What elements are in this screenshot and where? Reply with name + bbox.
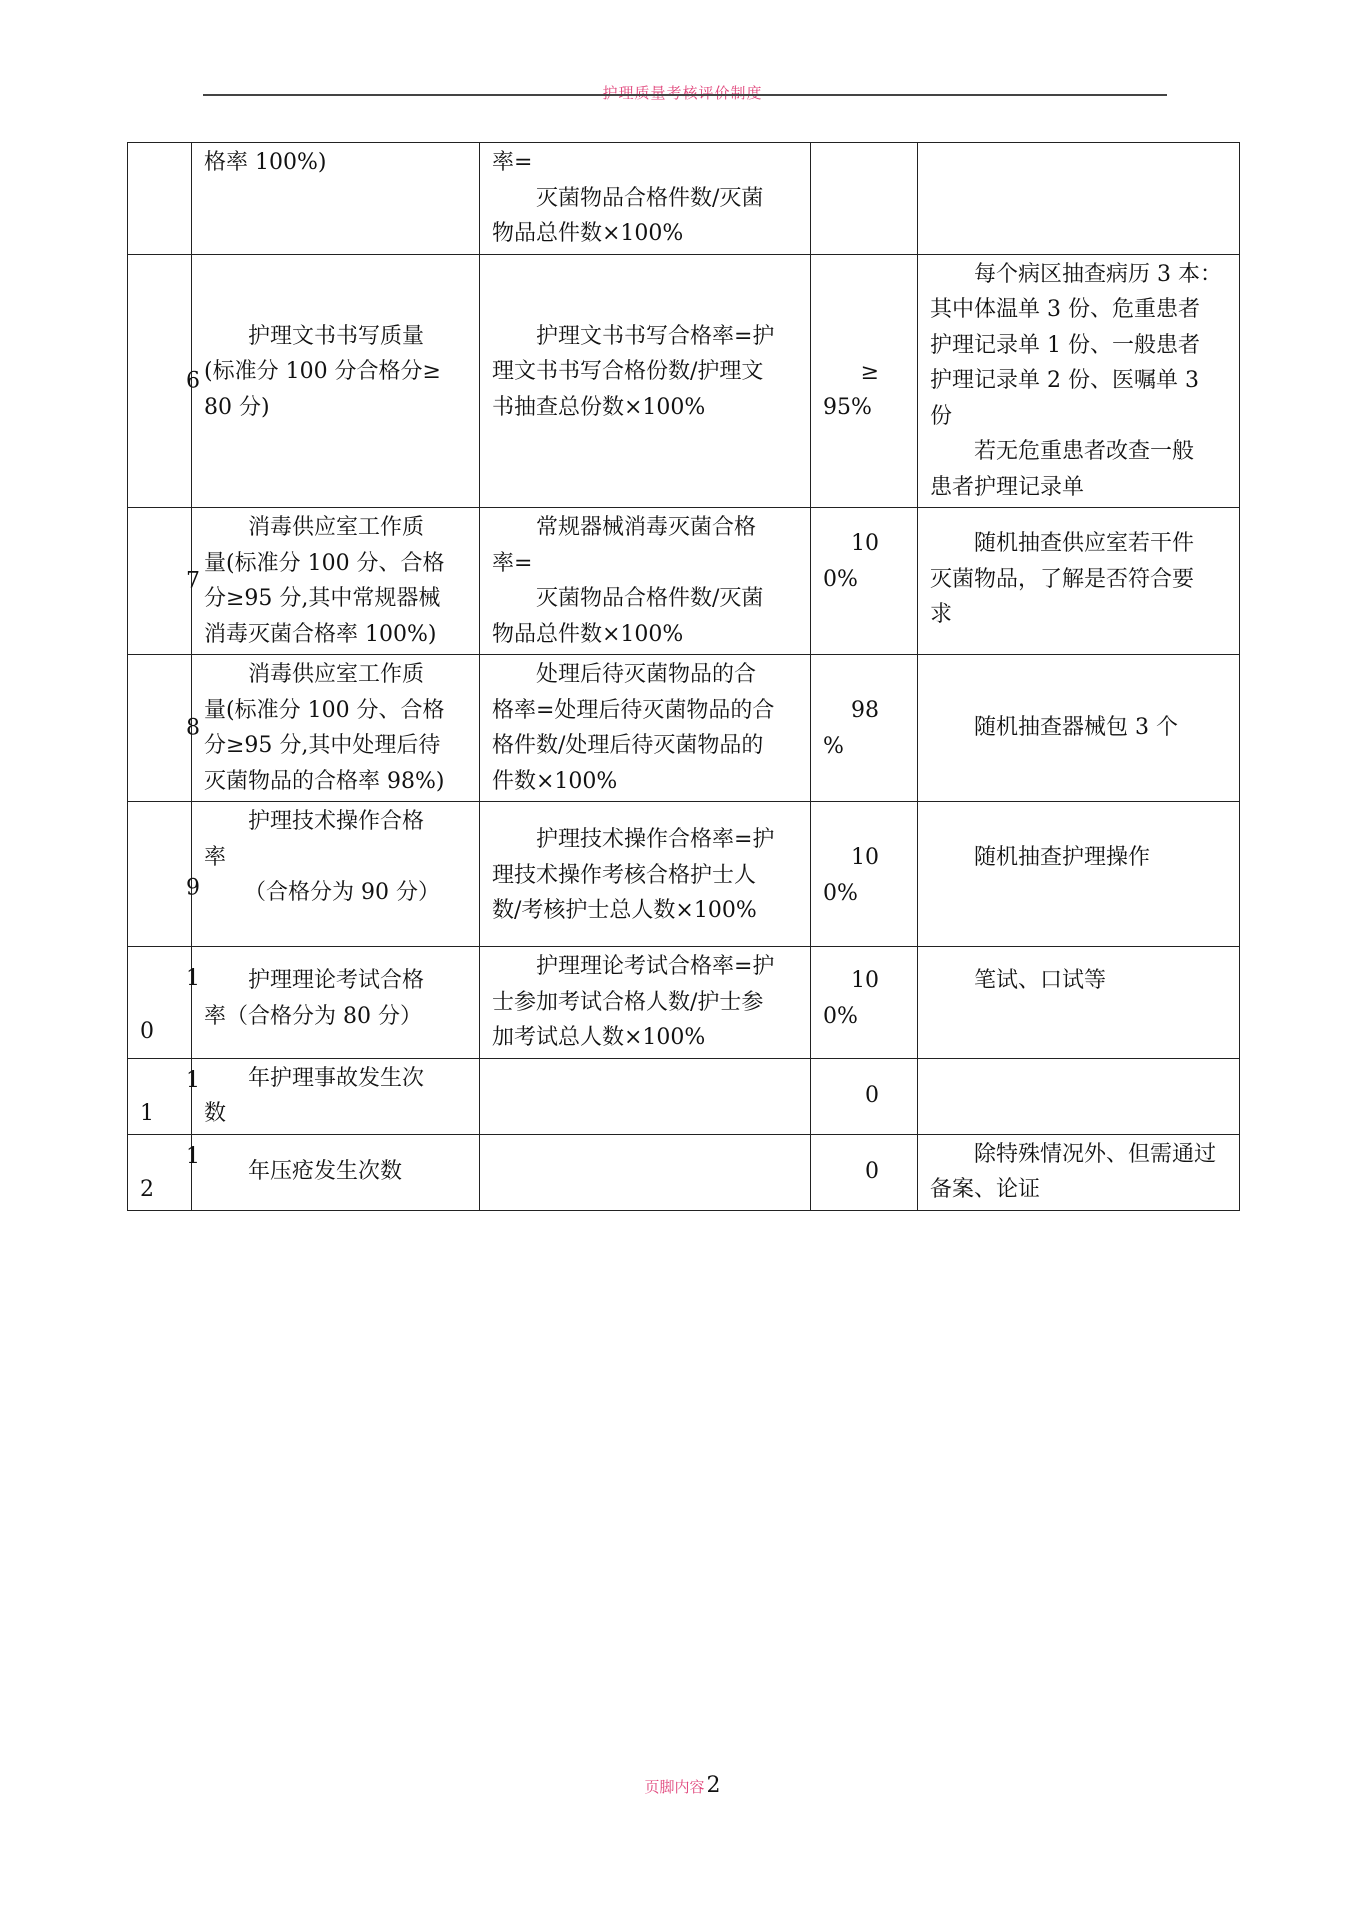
- table-row: [128, 1058, 1240, 1134]
- formula-line: 率=: [492, 550, 533, 576]
- standard-line: （合格分为 90 分）: [244, 880, 440, 905]
- formula-cell: [480, 1058, 811, 1134]
- standard-line: 消毒供应室工作质: [248, 662, 425, 687]
- standard-line: 消毒灭菌合格率 100%): [204, 621, 437, 647]
- standard-cell: [192, 655, 480, 802]
- formula-cell: [480, 802, 811, 947]
- target-line: 0%: [823, 566, 858, 592]
- method-line: 随机抽查供应室若干件: [974, 531, 1195, 556]
- standard-line: 量(标准分 100 分、合格: [204, 550, 445, 576]
- formula-line: 加考试总人数×100%: [492, 1025, 706, 1050]
- row-number-cell: [128, 947, 200, 1059]
- row-number-digit: 1: [186, 1067, 200, 1093]
- formula-cell: [480, 143, 811, 255]
- method-cell: [918, 655, 1240, 802]
- formula-line: 数/考核护士总人数×100%: [492, 898, 757, 923]
- method-line: 随机抽查器械包 3 个: [974, 715, 1178, 741]
- standard-cell: [192, 1134, 480, 1210]
- row-number: 7: [186, 568, 200, 594]
- standard-cell: [192, 254, 480, 508]
- row-number-cell: [128, 143, 192, 255]
- formula-line: 士参加考试合格人数/护士参: [492, 989, 764, 1015]
- formula-line: 理文书书写合格份数/护理文: [492, 359, 764, 384]
- formula-line: 灭菌物品合格件数/灭菌: [536, 185, 764, 211]
- method-line: 备案、论证: [930, 1177, 1041, 1202]
- table-row: [128, 508, 1240, 655]
- table-row: [128, 802, 1240, 947]
- target-cell: [811, 508, 918, 655]
- target-cell: [811, 802, 918, 947]
- standard-line: 护理技术操作合格: [248, 809, 425, 834]
- page-footer: [0, 1773, 1365, 1798]
- standard-line: 护理理论考试合格: [248, 968, 425, 993]
- row-number-digit: 1: [186, 1143, 200, 1169]
- method-line: 护理记录单 2 份、医嘱单 3: [930, 368, 1199, 393]
- row-number-digit: 2: [140, 1177, 154, 1202]
- row-number-cell: [128, 802, 200, 947]
- target-cell: [811, 143, 918, 255]
- standard-text: 格率 100%): [204, 150, 327, 175]
- standard-line: 分≥95 分,其中处理后待: [204, 733, 441, 758]
- row-number-digit: 1: [186, 966, 200, 991]
- formula-line: 理技术操作考核合格护士人: [492, 862, 757, 888]
- formula-line: 处理后待灭菌物品的合: [536, 662, 757, 687]
- target-line: 0: [865, 1083, 879, 1109]
- standard-line: 护理文书书写质量: [248, 323, 425, 349]
- table-row: [128, 947, 1240, 1059]
- formula-line: 格件数/处理后待灭菌物品的: [492, 733, 764, 758]
- method-cell: [918, 947, 1240, 1059]
- target-line: 10: [851, 531, 879, 556]
- method-line: 除特殊情况外、但需通过: [974, 1141, 1217, 1167]
- target-cell: [811, 254, 918, 508]
- formula-cell: [480, 947, 811, 1059]
- method-line: 每个病区抽查病历 3 本：: [974, 261, 1222, 287]
- method-cell: [918, 1058, 1240, 1134]
- table-row: [128, 143, 1240, 255]
- standard-line: 年护理事故发生次: [248, 1065, 425, 1091]
- target-line: 0: [865, 1159, 879, 1185]
- standard-line: 率（合格分为 80 分）: [204, 1003, 422, 1029]
- method-cell: [918, 143, 1240, 255]
- formula-line: 书抽查总份数×100%: [492, 394, 706, 420]
- method-cell: [918, 802, 1240, 947]
- page-header-title: 护理质量考核评价制度: [602, 84, 763, 102]
- standard-line: (标准分 100 分合格分≥: [204, 359, 441, 384]
- target-line: 10: [851, 968, 879, 993]
- standard-line: 80 分): [204, 394, 270, 420]
- formula-line: 率=: [492, 150, 533, 175]
- formula-cell: [480, 1134, 811, 1210]
- table-row: [128, 1134, 1240, 1210]
- formula-line: 件数×100%: [492, 768, 618, 794]
- table-row: [128, 254, 1240, 508]
- formula-cell: [480, 508, 811, 655]
- standard-cell: [192, 1058, 480, 1134]
- method-cell: [918, 508, 1240, 655]
- row-number-cell: [128, 1058, 200, 1134]
- method-line: 若无危重患者改查一般: [974, 439, 1195, 464]
- row-number-cell: [128, 508, 200, 655]
- method-line: 护理记录单 1 份、一般患者: [930, 332, 1200, 358]
- target-line: %: [823, 733, 844, 759]
- footer-label: 页脚内容: [644, 1778, 705, 1796]
- standard-line: 率: [204, 844, 227, 870]
- formula-cell: [480, 254, 811, 508]
- row-number-cell: [128, 1134, 200, 1210]
- target-line: 10: [851, 845, 879, 870]
- standard-cell: [192, 508, 480, 655]
- target-cell: [811, 655, 918, 802]
- formula-line: 护理文书书写合格率=护: [536, 323, 775, 349]
- method-line: 笔试、口试等: [974, 968, 1107, 993]
- formula-line: 常规器械消毒灭菌合格: [536, 515, 757, 540]
- row-number: 6: [186, 368, 200, 393]
- row-number-digit: 0: [140, 1019, 154, 1044]
- standard-line: 量(标准分 100 分、合格: [204, 697, 445, 723]
- formula-line: 物品总件数×100%: [492, 221, 684, 246]
- formula-line: 物品总件数×100%: [492, 621, 684, 647]
- target-line: 98: [851, 698, 879, 723]
- method-cell: [918, 1134, 1240, 1210]
- standard-line: 灭菌物品的合格率 98%): [204, 768, 445, 794]
- target-line: 95%: [823, 395, 872, 420]
- standard-cell: [192, 143, 480, 255]
- evaluation-table: [127, 142, 1240, 1211]
- formula-line: 灭菌物品合格件数/灭菌: [536, 586, 764, 611]
- page-number: 2: [706, 1773, 721, 1798]
- method-line: 求: [930, 602, 953, 627]
- method-line: 随机抽查护理操作: [974, 845, 1151, 870]
- header-rule: [203, 94, 1167, 96]
- method-line: 灭菌物品，了解是否符合要: [930, 566, 1195, 592]
- method-line: 份: [930, 403, 953, 429]
- target-cell: [811, 1134, 918, 1210]
- formula-line: 护理理论考试合格率=护: [536, 954, 775, 979]
- formula-line: 格率=处理后待灭菌物品的合: [492, 697, 775, 723]
- standard-line: 数: [204, 1101, 227, 1126]
- standard-line: 分≥95 分,其中常规器械: [204, 586, 441, 611]
- formula-line: 护理技术操作合格率=护: [536, 827, 775, 852]
- target-line: 0%: [823, 880, 858, 906]
- standard-line: 消毒供应室工作质: [248, 515, 425, 540]
- standard-line: 年压疮发生次数: [248, 1159, 403, 1185]
- standard-cell: [192, 802, 480, 947]
- row-number-cell: [128, 254, 200, 508]
- row-number: 8: [186, 715, 200, 741]
- row-number-digit: 1: [140, 1101, 154, 1126]
- standard-cell: [192, 947, 480, 1059]
- target-line: 0%: [823, 1003, 858, 1029]
- method-cell: [918, 254, 1240, 508]
- row-number: 9: [186, 875, 200, 901]
- method-line: 患者护理记录单: [930, 474, 1085, 500]
- target-cell: [811, 1058, 918, 1134]
- formula-cell: [480, 655, 811, 802]
- target-line: ≥: [860, 359, 879, 385]
- table-row: [128, 655, 1240, 802]
- target-cell: [811, 947, 918, 1059]
- method-line: 其中体温单 3 份、危重患者: [930, 297, 1200, 322]
- row-number-cell: [128, 655, 200, 802]
